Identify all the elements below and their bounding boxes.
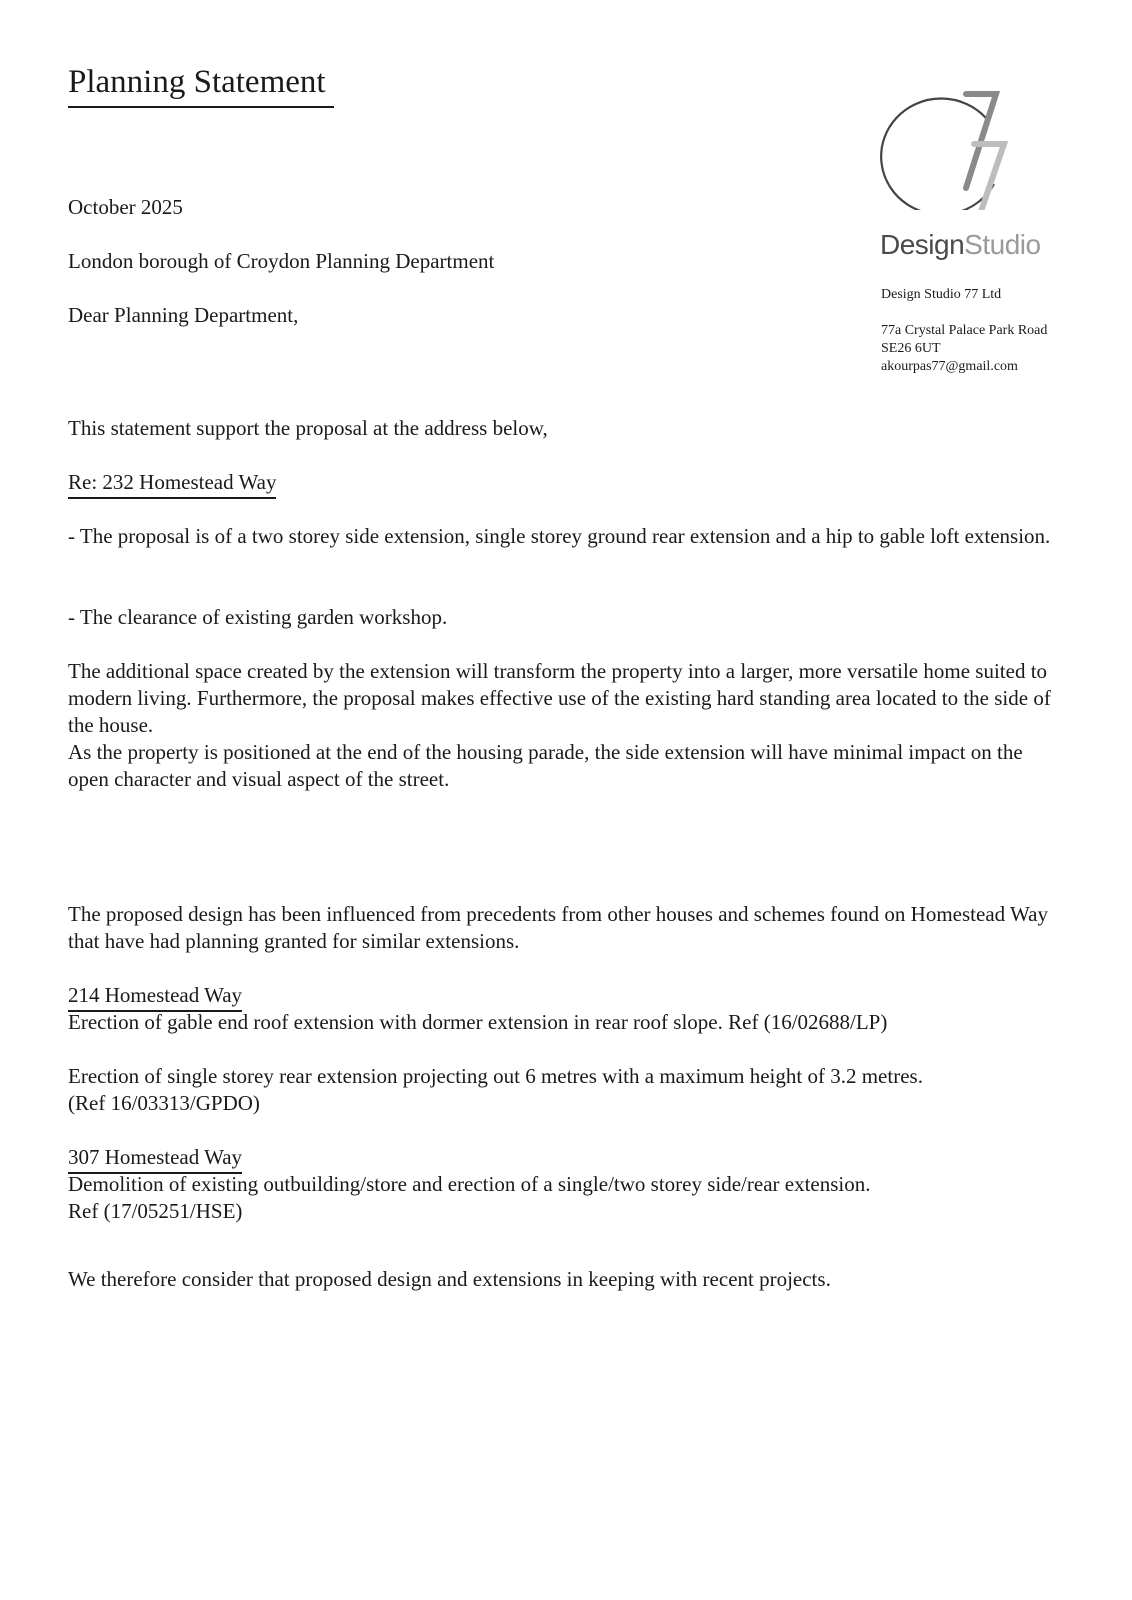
intro-text: This statement support the proposal at the address below, <box>68 416 548 440</box>
letter-salutation: Dear Planning Department, <box>68 303 299 327</box>
precedent-214-heading: 214 Homestead Way <box>68 982 242 1012</box>
re-address-heading: Re: 232 Homestead Way <box>68 469 276 499</box>
precedent-307-heading: 307 Homestead Way <box>68 1144 242 1174</box>
company-name: Design Studio 77 Ltd <box>881 287 1002 302</box>
bullet-proposal: - The proposal is of a two storey side extension, single storey ground rear extension and a hip to gable loft extension. <box>68 524 1051 548</box>
precedent-307-item-line2: Ref (17/05251/HSE) <box>68 1199 243 1223</box>
company-address-line1: 77a Crystal Palace Park Road <box>881 323 1048 338</box>
precedent-214-item1: Erection of gable end roof extension with dormer extension in rear roof slope. Ref (16/02688/LP) <box>68 1010 888 1034</box>
precedent-214-item2-line2: (Ref 16/03313/GPDO) <box>68 1091 260 1115</box>
wordmark-studio: Studio <box>964 229 1041 260</box>
company-email: akourpas77@gmail.com <box>881 359 1018 374</box>
page-title: Planning Statement <box>68 64 326 100</box>
title-underline <box>68 106 334 108</box>
wordmark-design: Design <box>880 229 965 260</box>
design-studio-wordmark <box>880 228 1041 262</box>
company-address-line2: SE26 6UT <box>881 341 941 356</box>
conclusion-text: We therefore consider that proposed design and extensions in keeping with recent projects. <box>68 1267 831 1291</box>
precedent-214-item2-line1: Erection of single storey rear extension projecting out 6 metres with a maximum height of 3.2 metres. <box>68 1064 923 1088</box>
paragraph-additional-space: The additional space created by the extension will transform the property into a larger, more versatile home suited to modern living. Furthermore, the proposal makes effective use of the existing hard standing area located to the side of the house. <box>68 659 1051 737</box>
paragraph-position: As the property is positioned at the end of the housing parade, the side extension will have minimal impact on the open character and visual aspect of the street. <box>68 740 1023 791</box>
letter-date: October 2025 <box>68 195 183 219</box>
letter-recipient: London borough of Croydon Planning Department <box>68 249 495 273</box>
precedents-intro: The proposed design has been influenced from precedents from other houses and schemes found on Homestead Way that have had planning granted for similar extensions. <box>68 902 1048 953</box>
bullet-clearance: - The clearance of existing garden workshop. <box>68 605 448 629</box>
design-studio-logo-mark <box>878 86 1038 210</box>
logo-sevens <box>966 94 1004 210</box>
precedent-307-item-line1: Demolition of existing outbuilding/store and erection of a single/two storey side/rear extension. <box>68 1172 871 1196</box>
